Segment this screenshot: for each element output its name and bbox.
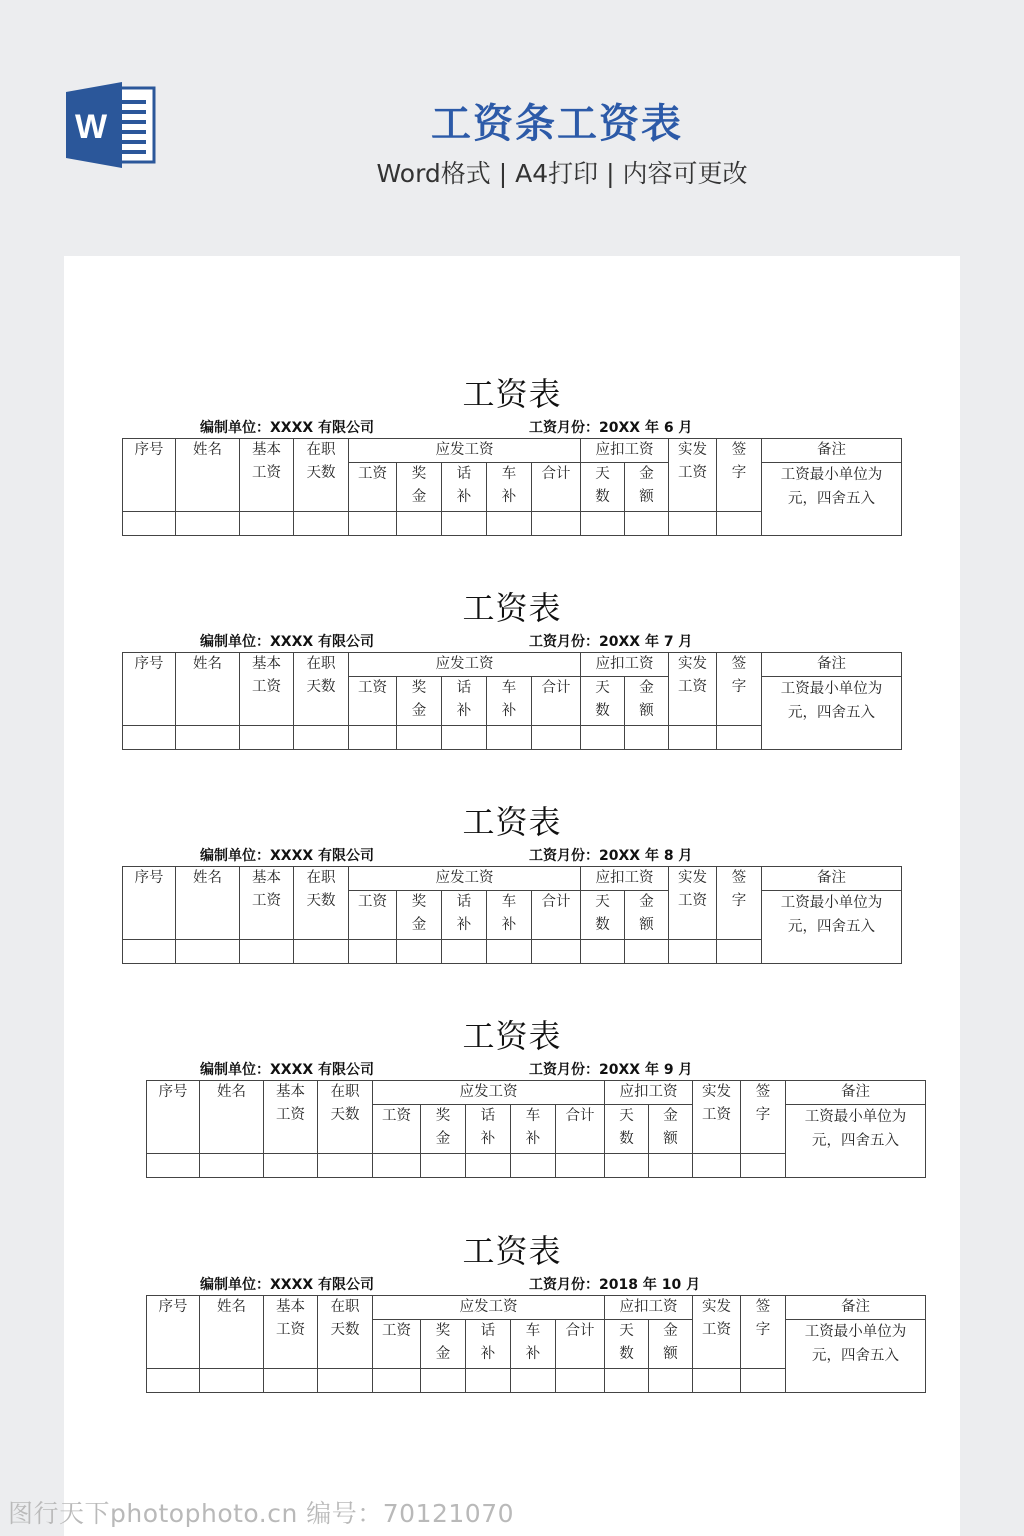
col-days-employed: 在职 天数 [294, 867, 349, 940]
col-car-allowance: 车 补 [511, 1105, 556, 1154]
salary-month: 工资月份：20XX 年 8 月 [529, 848, 693, 864]
cell-deduct-amount[interactable] [649, 1154, 693, 1178]
col-deduct-amount: 金 额 [649, 1105, 693, 1154]
col-net-pay: 实发 工资 [669, 867, 717, 940]
remark-note: 工资最小单位为 元，四舍五入 [762, 891, 902, 964]
cell-wage[interactable] [373, 1154, 421, 1178]
sheet-title: 工资表 [462, 375, 562, 413]
cell-net-pay[interactable] [669, 940, 717, 964]
table-header-row [123, 439, 902, 463]
cell-wage[interactable] [349, 940, 397, 964]
col-name: 姓名 [176, 867, 240, 940]
col-bonus: 奖 金 [397, 891, 442, 940]
cell-phone-allowance[interactable] [442, 512, 487, 536]
col-subtotal: 合计 [532, 463, 581, 512]
col-signature: 签 字 [741, 1296, 786, 1369]
cell-base-salary[interactable] [240, 940, 294, 964]
col-deduct-days: 天 数 [581, 677, 625, 726]
cell-days-employed[interactable] [318, 1369, 373, 1393]
col-bonus: 奖 金 [421, 1320, 466, 1369]
col-car-allowance: 车 补 [511, 1320, 556, 1369]
col-phone-allowance: 话 补 [466, 1320, 511, 1369]
cell-subtotal[interactable] [556, 1154, 605, 1178]
remark-note: 工资最小单位为 元，四舍五入 [762, 677, 902, 750]
col-group-payable: 应发工资 [349, 439, 581, 463]
col-deduct-days: 天 数 [581, 891, 625, 940]
col-group-deductions: 应扣工资 [605, 1081, 693, 1105]
col-seq: 序号 [123, 439, 176, 512]
promo-title: 工资条工资表 [431, 101, 683, 147]
cell-base-salary[interactable] [264, 1369, 318, 1393]
col-name: 姓名 [176, 439, 240, 512]
cell-phone-allowance[interactable] [466, 1154, 511, 1178]
col-signature: 签 字 [741, 1081, 786, 1154]
cell-phone-allowance[interactable] [442, 726, 487, 750]
salary-sheet [0, 797, 1024, 1011]
cell-signature[interactable] [717, 512, 762, 536]
salary-table [146, 1080, 926, 1178]
cell-net-pay[interactable] [693, 1369, 741, 1393]
col-subtotal: 合计 [532, 677, 581, 726]
col-name: 姓名 [200, 1081, 264, 1154]
col-bonus: 奖 金 [397, 677, 442, 726]
cell-car-allowance[interactable] [511, 1369, 556, 1393]
table-header-row [147, 1081, 926, 1105]
col-group-payable: 应发工资 [373, 1081, 605, 1105]
col-group-payable: 应发工资 [349, 867, 581, 891]
col-signature: 签 字 [717, 439, 762, 512]
col-name: 姓名 [176, 653, 240, 726]
col-group-deductions: 应扣工资 [581, 653, 669, 677]
col-remark: 备注 [786, 1081, 926, 1105]
salary-table [122, 438, 902, 536]
col-days-employed: 在职 天数 [318, 1296, 373, 1369]
watermark: 图行天下photophoto.cn 编号：70121070 [8, 1499, 515, 1528]
cell-net-pay[interactable] [693, 1154, 741, 1178]
cell-seq[interactable] [123, 726, 176, 750]
remark-note: 工资最小单位为 元，四舍五入 [786, 1320, 926, 1393]
cell-net-pay[interactable] [669, 512, 717, 536]
cell-subtotal[interactable] [532, 940, 581, 964]
cell-bonus[interactable] [397, 512, 442, 536]
col-group-deductions: 应扣工资 [581, 439, 669, 463]
salary-month: 工资月份：2018 年 10 月 [529, 1277, 701, 1293]
col-base-salary: 基本 工资 [240, 439, 294, 512]
col-base-salary: 基本 工资 [264, 1296, 318, 1369]
col-bonus: 奖 金 [421, 1105, 466, 1154]
col-deduct-days: 天 数 [605, 1105, 649, 1154]
svg-text:W: W [74, 108, 108, 146]
col-remark: 备注 [786, 1296, 926, 1320]
col-deduct-days: 天 数 [605, 1320, 649, 1369]
cell-deduct-amount[interactable] [625, 940, 669, 964]
col-deduct-days: 天 数 [581, 463, 625, 512]
col-phone-allowance: 话 补 [466, 1105, 511, 1154]
col-days-employed: 在职 天数 [294, 439, 349, 512]
col-car-allowance: 车 补 [487, 463, 532, 512]
col-net-pay: 实发 工资 [693, 1081, 741, 1154]
remark-note: 工资最小单位为 元，四舍五入 [786, 1105, 926, 1178]
cell-phone-allowance[interactable] [442, 940, 487, 964]
col-wage: 工资 [349, 463, 397, 512]
cell-name[interactable] [176, 940, 240, 964]
col-seq: 序号 [147, 1081, 200, 1154]
compiling-unit: 编制单位：XXXX 有限公司 [200, 1062, 375, 1078]
sheet-title: 工资表 [462, 589, 562, 627]
salary-sheet [0, 369, 1024, 583]
col-subtotal: 合计 [556, 1320, 605, 1369]
col-car-allowance: 车 补 [487, 891, 532, 940]
cell-days-employed[interactable] [294, 512, 349, 536]
col-remark: 备注 [762, 653, 902, 677]
col-group-payable: 应发工资 [373, 1296, 605, 1320]
cell-subtotal[interactable] [556, 1369, 605, 1393]
cell-signature[interactable] [717, 940, 762, 964]
cell-wage[interactable] [349, 726, 397, 750]
col-net-pay: 实发 工资 [669, 653, 717, 726]
compiling-unit: 编制单位：XXXX 有限公司 [200, 634, 375, 650]
cell-days-employed[interactable] [294, 940, 349, 964]
col-phone-allowance: 话 补 [442, 463, 487, 512]
cell-seq[interactable] [147, 1369, 200, 1393]
col-deduct-amount: 金 额 [625, 891, 669, 940]
cell-deduct-amount[interactable] [625, 512, 669, 536]
cell-deduct-days[interactable] [605, 1154, 649, 1178]
col-deduct-amount: 金 额 [625, 463, 669, 512]
table-header-row [123, 653, 902, 677]
salary-sheet [0, 1226, 1024, 1440]
col-base-salary: 基本 工资 [240, 867, 294, 940]
table-header-row [147, 1296, 926, 1320]
col-remark: 备注 [762, 867, 902, 891]
salary-month: 工资月份：20XX 年 7 月 [529, 634, 693, 650]
salary-sheet [0, 583, 1024, 797]
col-seq: 序号 [123, 653, 176, 726]
col-phone-allowance: 话 补 [442, 677, 487, 726]
cell-bonus[interactable] [397, 940, 442, 964]
sheet-title: 工资表 [462, 1017, 562, 1055]
cell-name[interactable] [176, 512, 240, 536]
cell-bonus[interactable] [421, 1154, 466, 1178]
col-name: 姓名 [200, 1296, 264, 1369]
cell-name[interactable] [176, 726, 240, 750]
cell-deduct-days[interactable] [581, 940, 625, 964]
compiling-unit: 编制单位：XXXX 有限公司 [200, 1277, 375, 1293]
col-deduct-amount: 金 额 [649, 1320, 693, 1369]
col-car-allowance: 车 补 [487, 677, 532, 726]
cell-wage[interactable] [349, 512, 397, 536]
col-net-pay: 实发 工资 [669, 439, 717, 512]
cell-car-allowance[interactable] [487, 940, 532, 964]
col-deduct-amount: 金 额 [625, 677, 669, 726]
cell-base-salary[interactable] [240, 726, 294, 750]
col-group-deductions: 应扣工资 [581, 867, 669, 891]
compiling-unit: 编制单位：XXXX 有限公司 [200, 848, 375, 864]
cell-seq[interactable] [123, 512, 176, 536]
cell-deduct-days[interactable] [581, 512, 625, 536]
salary-month: 工资月份：20XX 年 6 月 [529, 420, 693, 436]
cell-signature[interactable] [717, 726, 762, 750]
cell-car-allowance[interactable] [487, 726, 532, 750]
col-bonus: 奖 金 [397, 463, 442, 512]
cell-deduct-days[interactable] [605, 1369, 649, 1393]
cell-signature[interactable] [741, 1369, 786, 1393]
promo-subtitle: Word格式 | A4打印 | 内容可更改 [376, 159, 748, 188]
cell-bonus[interactable] [421, 1369, 466, 1393]
col-signature: 签 字 [717, 867, 762, 940]
salary-month: 工资月份：20XX 年 9 月 [529, 1062, 693, 1078]
cell-car-allowance[interactable] [511, 1154, 556, 1178]
cell-days-employed[interactable] [294, 726, 349, 750]
cell-seq[interactable] [147, 1154, 200, 1178]
cell-net-pay[interactable] [669, 726, 717, 750]
col-wage: 工资 [373, 1320, 421, 1369]
col-subtotal: 合计 [532, 891, 581, 940]
cell-deduct-amount[interactable] [649, 1369, 693, 1393]
col-wage: 工资 [349, 677, 397, 726]
sheet-title: 工资表 [462, 1232, 562, 1270]
cell-signature[interactable] [741, 1154, 786, 1178]
cell-deduct-amount[interactable] [625, 726, 669, 750]
cell-car-allowance[interactable] [487, 512, 532, 536]
col-seq: 序号 [123, 867, 176, 940]
col-days-employed: 在职 天数 [294, 653, 349, 726]
cell-wage[interactable] [373, 1369, 421, 1393]
col-remark: 备注 [762, 439, 902, 463]
remark-note: 工资最小单位为 元，四舍五入 [762, 463, 902, 536]
cell-seq[interactable] [123, 940, 176, 964]
salary-table [122, 866, 902, 964]
col-base-salary: 基本 工资 [264, 1081, 318, 1154]
col-days-employed: 在职 天数 [318, 1081, 373, 1154]
cell-subtotal[interactable] [532, 512, 581, 536]
salary-table [146, 1295, 926, 1393]
sheet-title: 工资表 [462, 803, 562, 841]
cell-deduct-days[interactable] [581, 726, 625, 750]
table-header-row [123, 867, 902, 891]
col-base-salary: 基本 工资 [240, 653, 294, 726]
cell-days-employed[interactable] [318, 1154, 373, 1178]
cell-subtotal[interactable] [532, 726, 581, 750]
col-group-deductions: 应扣工资 [605, 1296, 693, 1320]
col-seq: 序号 [147, 1296, 200, 1369]
salary-table [122, 652, 902, 750]
cell-bonus[interactable] [397, 726, 442, 750]
col-phone-allowance: 话 补 [442, 891, 487, 940]
col-wage: 工资 [349, 891, 397, 940]
salary-sheet [0, 1011, 1024, 1225]
cell-name[interactable] [200, 1154, 264, 1178]
compiling-unit: 编制单位：XXXX 有限公司 [200, 420, 375, 436]
col-net-pay: 实发 工资 [693, 1296, 741, 1369]
cell-base-salary[interactable] [240, 512, 294, 536]
cell-base-salary[interactable] [264, 1154, 318, 1178]
col-signature: 签 字 [717, 653, 762, 726]
cell-name[interactable] [200, 1369, 264, 1393]
col-group-payable: 应发工资 [349, 653, 581, 677]
col-subtotal: 合计 [556, 1105, 605, 1154]
cell-phone-allowance[interactable] [466, 1369, 511, 1393]
col-wage: 工资 [373, 1105, 421, 1154]
